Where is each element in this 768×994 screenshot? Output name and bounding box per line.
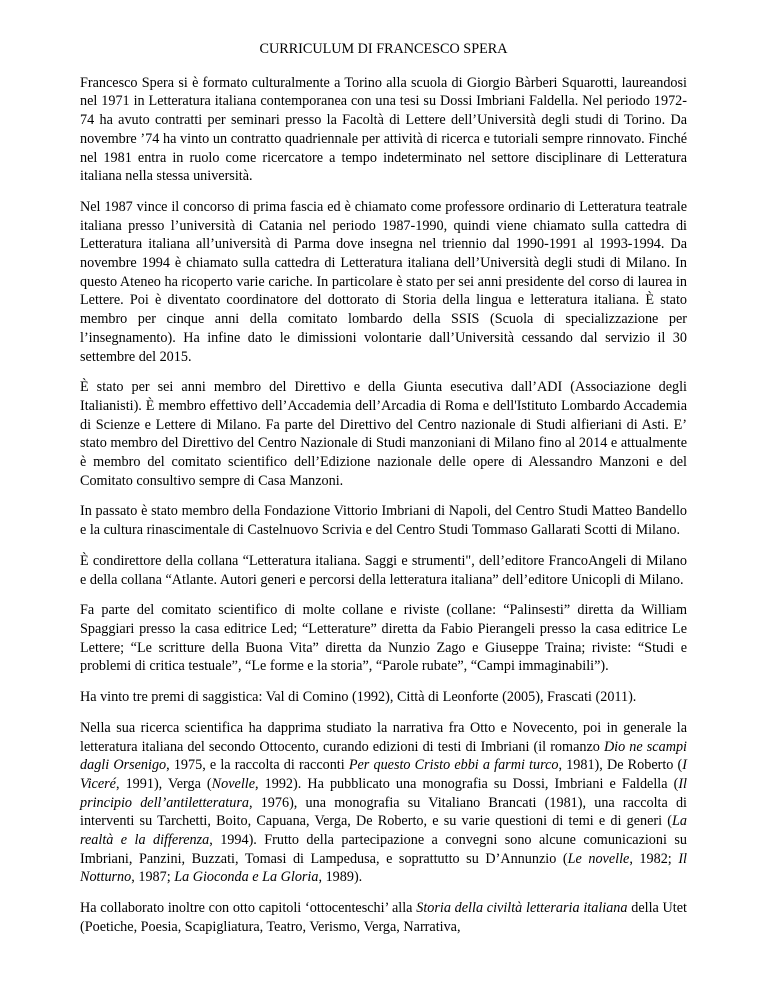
paragraph-7 [80, 688, 687, 707]
paragraph-8 [80, 719, 687, 887]
text-run: della Utet (Poetiche, Poesia, Scapigliatura, Teatro, Verismo, Verga, Narrativa, [80, 900, 687, 935]
text-run: In passato è stato membro della Fondazione Vittorio Imbriani di Napoli, del Centro Studi Matteo Bandello e la cultura rinascimentale di Castelnuovo Scrivia e del Centro Studi Tommaso Gallarati Scotti di Milano. [80, 503, 687, 539]
italic-title: Novelle [211, 775, 256, 792]
text-run: Nella sua ricerca scientifica ha dapprima studiato la narrativa fra Otto e Novecento, poi in generale la letteratura italiana del secondo Ottocento, curando edizioni di testi di Imbriani (il romanzo [80, 719, 687, 755]
document-page [80, 40, 687, 949]
text-run: È condirettore della collana “Letteratura italiana. Saggi e strumenti", dell’editore FrancoAngeli di Milano e della collana “Atlante. Autori generi e percorsi della letteratura italiana” dell’editore Unicopli di Milano. [80, 552, 687, 588]
italic-title: Il Notturno [80, 850, 687, 886]
text-run: , 1982; [629, 850, 679, 867]
text-run: Ha collaborato inoltre con otto capitoli ‘ottocenteschi’ alla [80, 900, 417, 917]
paragraph-2 [80, 198, 687, 366]
text-run: Nel 1987 vince il concorso di prima fascia ed è chiamato come professore ordinario di Letteratura teatrale italiana presso l’università di Catania nel periodo 1987-1990, quindi viene chiamato sulla cattedra di Letteratura italiana all’università di Parma dove insegna nel triennio dal 1990-1991 al 1993-1994. Da novembre 1994 è chiamato sulla cattedra di Letteratura italiana dell’Università degli studi di Milano. In questo Ateneo ha ricoperto varie cariche. In particolare è stato per sei anni presidente del corso di laurea in Lettere. Poi è diventato coordinatore del dottorato di Storia della lingua e letteratura italiana. È stato membro per cinque anni della comitato lombardo della SSIS (Scuola di specializzazione per l’insegnamento). Ha infine dato le dimissioni volontarie dall’Università cessando dal servizio il 30 settembre del 2015. [80, 198, 687, 365]
text-run: , 1992). Ha pubblicato una monografia su Dossi, Imbriani e Faldella ( [255, 775, 679, 792]
paragraph-1 [80, 74, 687, 186]
text-run: Fa parte del comitato scientifico di molte collane e riviste (collane: “Palinsesti” diretta da William Spaggiari presso la casa editrice Led; “Letterature” diretta da Fabio Pierangeli presso la casa editrice Le Lettere; “Le scritture della Buona Vita” diretta da Nunzio Zago e Giuseppe Traina; riviste: “Studi e problemi di critica testuale”, “Le forme e la storia”, “Parole rubate”, “Campi immaginabili”). [80, 602, 687, 675]
italic-title: La realtà e la differenza [80, 813, 687, 849]
italic-title: Le novelle [567, 850, 630, 867]
text-run: Ha vinto tre premi di saggistica: Val di Comino (1992), Città di Leonforte (2005), Frascati (2011). [80, 689, 637, 706]
paragraph-4 [80, 502, 687, 539]
italic-title: Storia della civiltà letteraria italiana [416, 900, 628, 917]
italic-title: Per questo Cristo ebbi a farmi turco [348, 757, 559, 774]
text-run: , 1991), Verga ( [115, 775, 212, 792]
paragraph-3 [80, 378, 687, 490]
document-body [80, 74, 687, 937]
italic-title: I Viceré [80, 757, 687, 792]
text-run: , 1981), De Roberto ( [558, 757, 683, 774]
paragraph-9 [80, 899, 687, 936]
text-run: , 1989). [318, 869, 363, 886]
document-title: CURRICULUM DI FRANCESCO SPERA [259, 41, 508, 57]
text-run: , 1975, e la raccolta di racconti [166, 757, 349, 774]
text-run: È stato per sei anni membro del Direttivo e della Giunta esecutiva dall’ADI (Associazione degli Italianisti). È membro effettivo dell’Accademia dell’Arcadia di Roma e dell'Istituto Lombardo Accademia di Scienze e Lettere di Milano. Fa parte del Direttivo del Centro nazionale di Studi alfieriani di Asti. E’ stato membro del Direttivo del Centro Nazionale di Studi manzoniani di Milano fino al 2014 e attualmente è membro del comitato scientifico dell’Edizione nazionale delle opere di Alessandro Manzoni e del Comitato consultivo sempre di Casa Manzoni. [80, 379, 687, 489]
paragraph-6 [80, 601, 687, 676]
italic-title: La Gioconda e La Gloria [174, 869, 319, 886]
italic-title: Dio ne scampi dagli Orsenigo [80, 738, 687, 774]
text-run: , 1976), una monografia su Vitaliano Brancati (1981), una raccolta di interventi su Tarchetti, Boito, Capuana, Verga, De Roberto, e su varie questioni di temi e di generi ( [80, 794, 687, 830]
italic-title: Il principio dell’antiletteratura [80, 775, 687, 811]
text-run: , 1987; [131, 869, 175, 886]
paragraph-5 [80, 552, 687, 589]
text-run: Francesco Spera si è formato culturalmente a Torino alla scuola di Giorgio Bàrberi Squarotti, laureandosi nel 1971 in Letteratura italiana contemporanea con una tesi su Dossi Imbriani Faldella. Nel periodo 1972-74 ha avuto contratti per seminari presso la Facoltà di Lettere dell’Università degli studi di Torino. Da novembre ’74 ha vinto un contratto quadriennale per attività di ricerca e tutoriali sempre rinnovato. Finché nel 1981 entra in ruolo come ricercatore a tempo indeterminato nel settore disciplinare di Letteratura italiana nella stessa università. [80, 74, 687, 185]
text-run: , 1994). Frutto della partecipazione a convegni sono alcune comunicazioni su Imbriani, Panzini, Buzzati, Tomasi di Lampedusa, e soprattutto su D’Annunzio ( [80, 832, 687, 867]
